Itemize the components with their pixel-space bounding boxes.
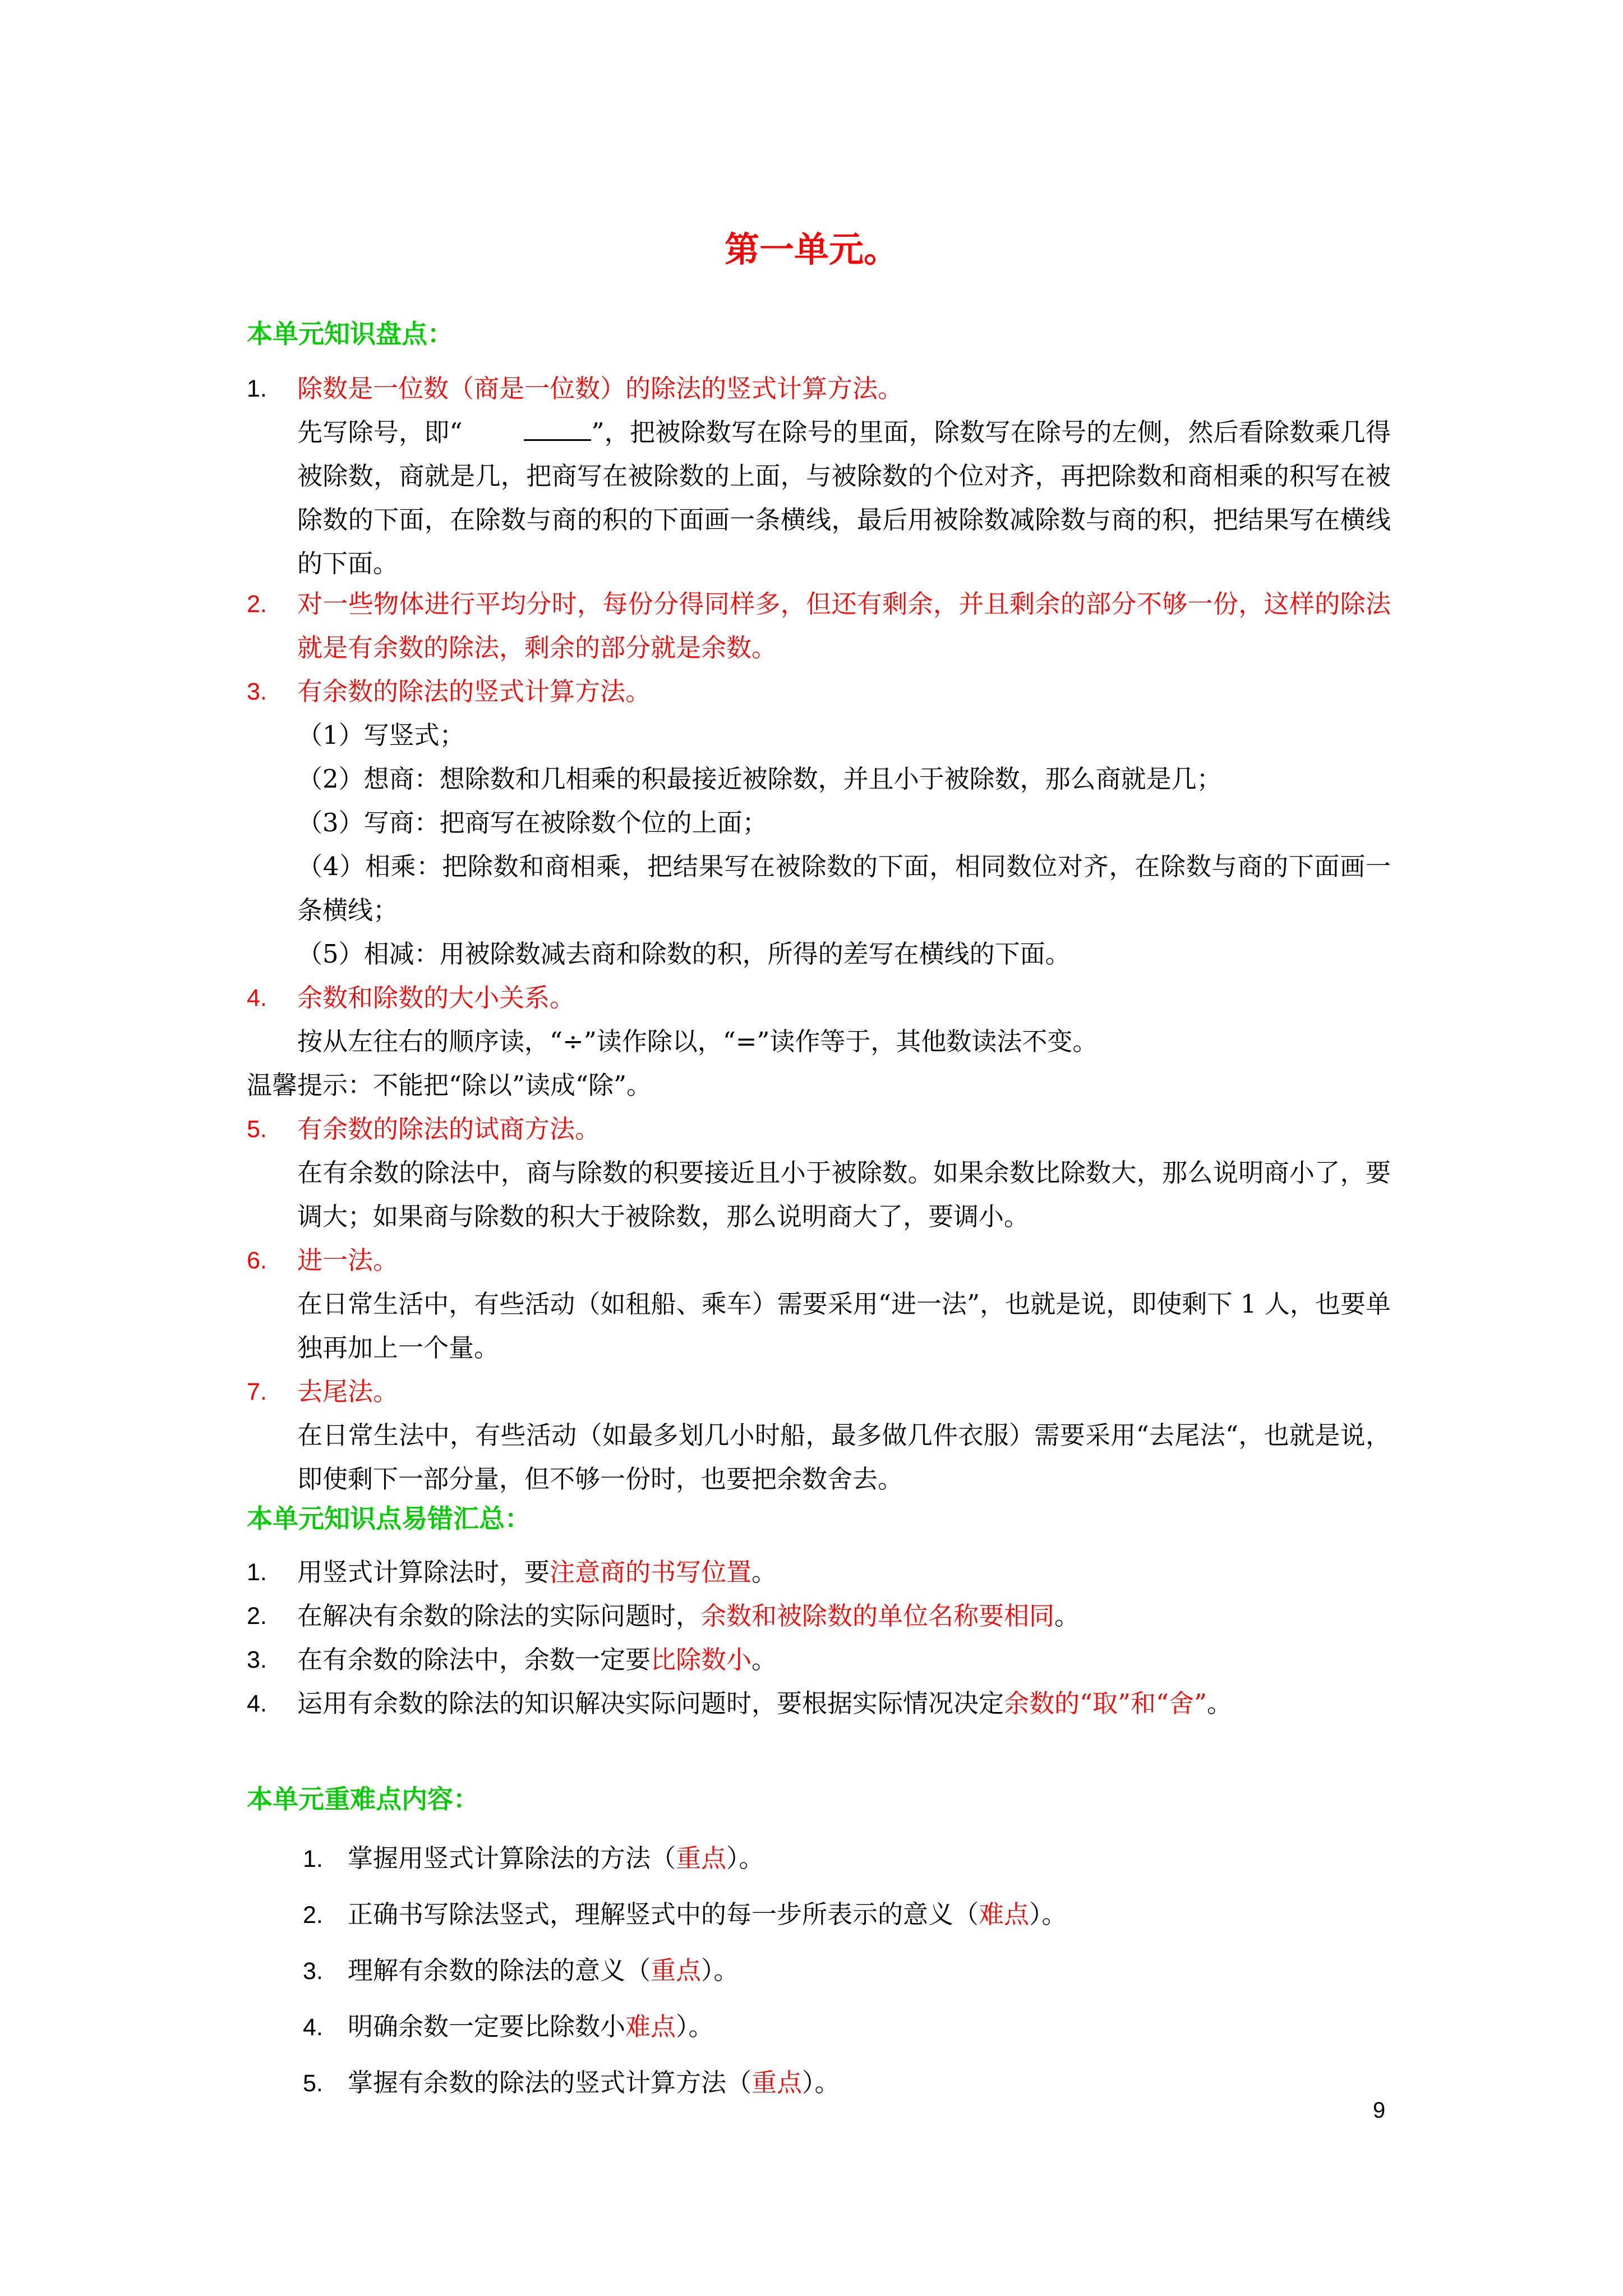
item-heading: 有余数的除法的试商方法。 [297,1114,601,1144]
text-part: 在解决有余数的除法的实际问题时， [297,1601,702,1631]
mistake-item-2 [247,1594,1391,1638]
step-1: （1）写竖式； [297,720,465,750]
text-part: 。 [751,1645,777,1674]
mistake-item-4 [247,1682,1391,1726]
item-paragraph: 在有余数的除法中，商与除数的积要接近且小于被除数。如果余数比除数大，那么说明商小了，要调大；如果商与除数的积大于被除数，那么说明商大了，要调小。 [297,1158,1391,1231]
item-heading: 除数是一位数（商是一位数）的除法的竖式计算方法。 [297,374,903,403]
highlight-text: 比除数小 [651,1645,752,1674]
item-paragraph: 在日常生法中，有些活动（如最多划几小时船，最多做几件衣服）需要采用“去尾法“，也就是说，即使剩下一部分量，但不够一份时，也要把余数舍去。 [297,1420,1391,1494]
key-point-4 [303,2005,714,2049]
item-number: 2. [303,1902,323,1929]
knowledge-item-6 [247,1239,1391,1370]
section-heading-knowledge: 本单元知识盘点： [247,319,453,349]
page-number: 9 [1373,2098,1386,2123]
item-number: 3. [247,1646,267,1673]
step-list [297,714,1391,976]
item-heading: 余数和除数的大小关系。 [297,983,575,1013]
text-part: 用竖式计算除法时，要 [297,1557,550,1587]
key-point-2 [303,1893,1067,1937]
item-number: 7. [247,1378,267,1405]
item-paragraph: 按从左往右的顺序读，“÷”读作除以，“=”读作等于，其他数读法不变。 [297,1027,1098,1056]
text-part: 明确余数一定要比除数小 [348,2012,626,2041]
highlight-text: 重点 [751,2068,803,2097]
text-part: 掌握用竖式计算除法的方法（ [348,1843,676,1873]
mistake-item-1 [247,1550,1391,1594]
item-paragraph: 在日常生活中，有些活动（如租船、乘车）需要采用“进一法”，也就是说，即使剩下 1 人，也要单独再加上一个量。 [297,1289,1391,1363]
highlight-text: 余数和被除数的单位名称要相同 [701,1601,1055,1631]
knowledge-item-1 [247,367,1391,586]
item-number: 4. [303,2014,323,2041]
knowledge-item-3 [247,670,1391,976]
text-part: 在有余数的除法中，余数一定要 [297,1645,651,1674]
item-number: 3. [247,678,267,705]
step-3: （3）写商：把商写在被除数个位的上面； [297,808,768,838]
key-point-5 [303,2061,840,2105]
highlight-text: 重点 [651,1955,702,1985]
step-4: （4）相乘：把除数和商相乘，把结果写在被除数的下面，相同数位对齐，在除数与商的下面画一条横线； [297,852,1391,925]
item-heading: 进一法。 [297,1245,399,1275]
knowledge-item-4 [247,976,1391,1064]
text-part: 运用有余数的除法的知识解决实际问题时，要根据实际情况决定 [297,1688,1004,1718]
item-number: 2. [247,1603,267,1630]
item-text [297,1550,1391,1594]
page-title: 第一单元。 [724,229,898,270]
item-number: 5. [247,1116,267,1143]
text-part: 理解有余数的除法的意义（ [348,1955,651,1985]
text-part: ）。 [1029,1899,1067,1929]
division-sign-blank [524,417,591,441]
item-number: 1. [247,375,267,402]
mistake-item-3 [247,1638,1391,1682]
paragraph-text-b: ”，把被除数写在除号的里面，除数写在除号的左侧，然后看除数乘几得被除数，商就是几，把商写在被除数的上面，与被除数的个位对齐，再把除数和商相乘的积写在被除数的下面，在除数与商的积的下面画一条横线，最后用被除数减除数与商的积，把结果写在横线的下面。 [297,417,1391,578]
item-number: 1. [303,1846,323,1872]
item-paragraph [297,411,1391,586]
item-heading: 去尾法。 [297,1377,399,1406]
item-number: 4. [247,1690,267,1717]
item-number: 5. [303,2070,323,2097]
item-number: 3. [303,1958,323,1985]
key-point-3 [303,1949,739,1993]
item-text [297,1594,1391,1638]
highlight-text: 注意商的书写位置 [550,1557,752,1587]
text-part: ）。 [802,2068,840,2097]
item-text [297,1638,1391,1682]
paragraph-text-a: 先写除号，即“ [297,417,463,447]
text-part: 。 [1207,1688,1233,1718]
text-part: 掌握有余数的除法的竖式计算方法（ [348,2068,752,2097]
text-part: 。 [1054,1601,1080,1631]
knowledge-item-5 [247,1107,1391,1239]
item-number: 4. [247,984,267,1011]
item-number: 1. [247,1559,267,1586]
highlight-text: 余数的“取”和“舍” [1004,1688,1207,1718]
item-text [297,1682,1391,1726]
tip-text: 温馨提示：不能把“除以”读成“除”。 [247,1070,652,1100]
text-part: 正确书写除法竖式，理解竖式中的每一步所表示的意义（ [348,1899,979,1929]
text-part: 。 [751,1557,777,1587]
item-heading: 有余数的除法的竖式计算方法。 [297,677,651,706]
item-heading: 对一些物体进行平均分时，每份分得同样多，但还有剩余，并且剩余的部分不够一份，这样的除法就是有余数的除法，剩余的部分就是余数。 [297,589,1391,662]
highlight-text: 重点 [676,1843,727,1873]
text-part: ）。 [701,1955,739,1985]
text-part: ）。 [676,2012,714,2041]
step-5: （5）相减：用被除数减去商和除数的积，所得的差写在横线的下面。 [297,939,1071,969]
knowledge-item-2 [247,582,1391,670]
section-heading-key-points: 本单元重难点内容： [247,1784,479,1814]
text-part: ）。 [726,1843,764,1873]
section-heading-mistakes: 本单元知识点易错汇总： [247,1503,531,1534]
item-number: 6. [247,1247,267,1274]
knowledge-item-7 [247,1370,1391,1501]
highlight-text: 难点 [625,2012,676,2041]
item-number: 2. [247,591,267,618]
key-point-1 [303,1837,764,1881]
highlight-text: 难点 [979,1899,1030,1929]
step-2: （2）想商：想除数和几相乘的积最接近被除数，并且小于被除数，那么商就是几； [297,764,1222,794]
